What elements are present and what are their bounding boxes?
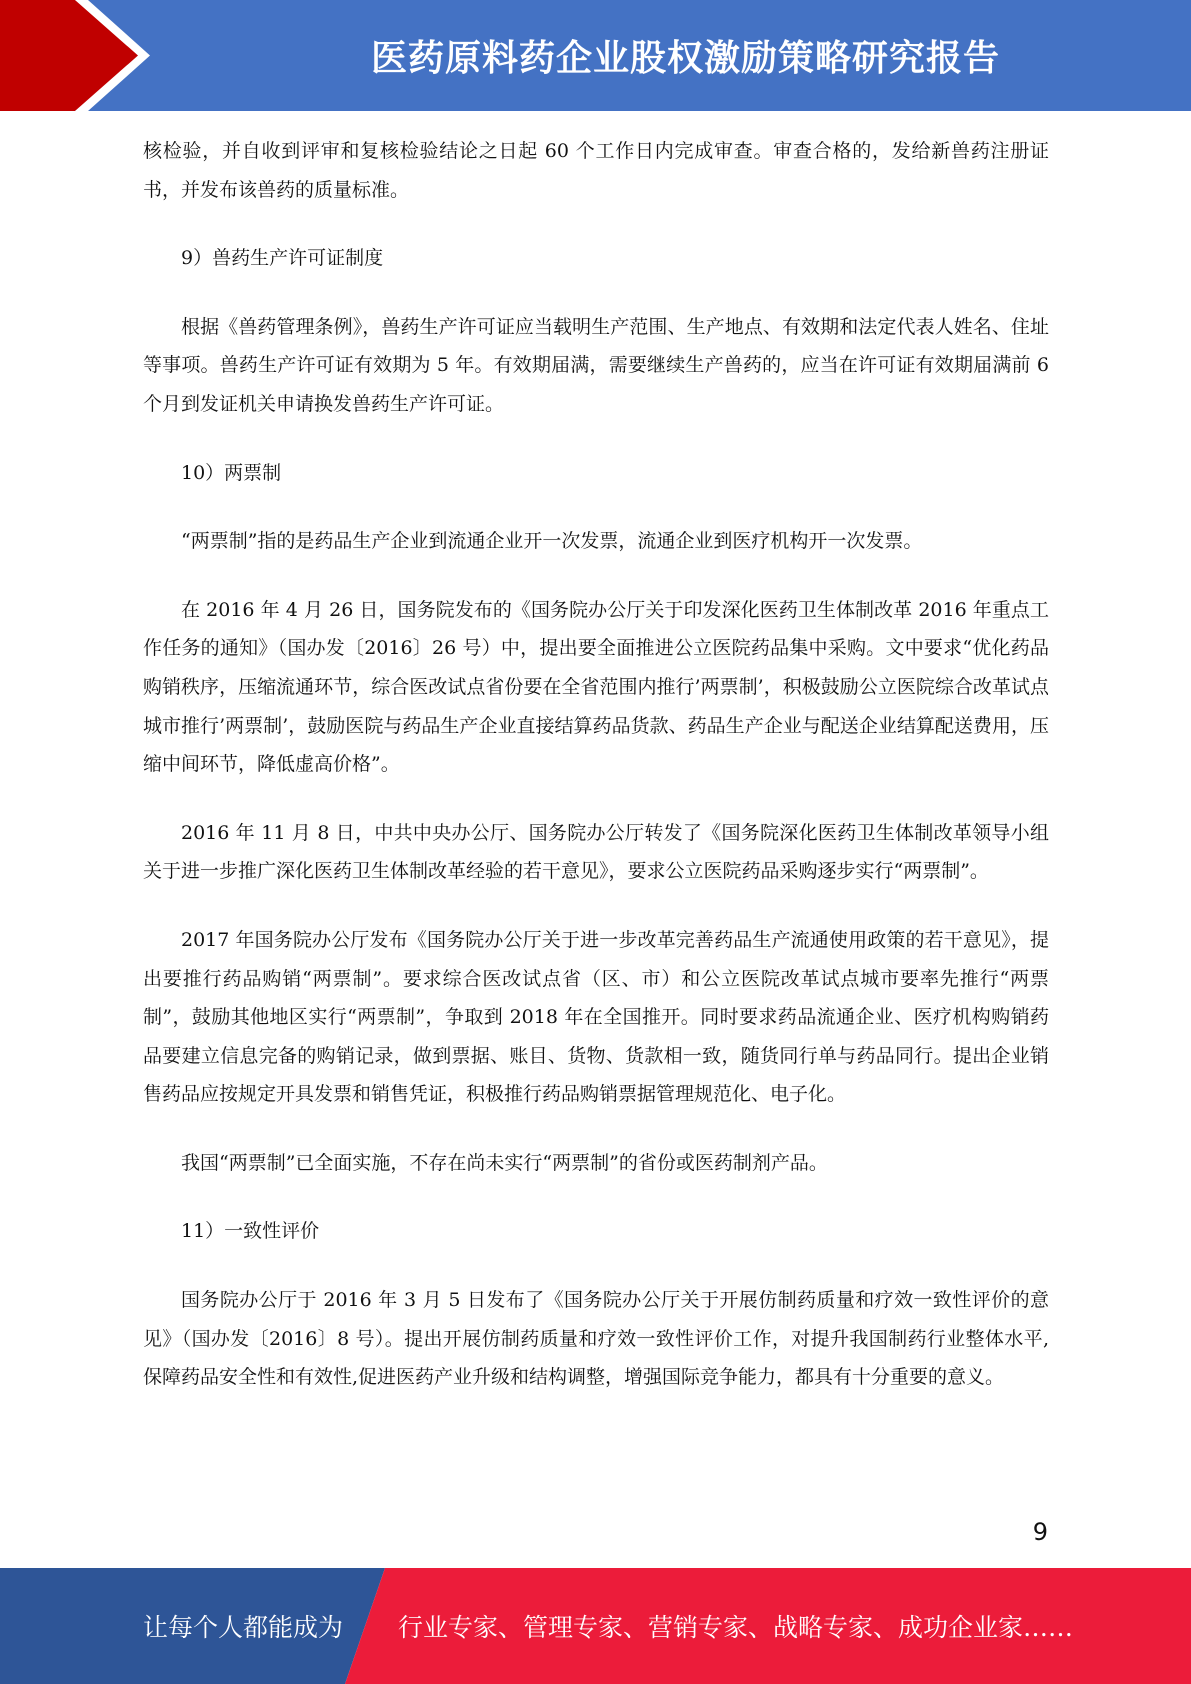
header-arrow-icon [0, 0, 160, 111]
report-title: 医药原料药企业股权激励策略研究报告 [370, 38, 1000, 79]
section-heading-10: 10）两票制 [181, 461, 282, 484]
paragraph-p6: 2017 年国务院办公厅发布《国务院办公厅关于进一步改革完善药品生产流通使用政策的若干意见》，提出要推行药品购销“两票制”。要求综合医改试点省（区、市）和公立医院改革试点城市要率先推行“两票制”，鼓励其他地区实行“两票制”，争取到 2018 年在全国推开。同时要求药品流通企业、医疗机构购销药品要建立信息完备的购销记录，做到票据、账目、货物、货款相一致，随货同行单与药品同行。提出企业销售药品应按规定开具发票和销售凭证，积极推行药品购销票据管理规范化、电子化。 [143, 928, 1049, 1106]
paragraph-p2: 根据《兽药管理条例》，兽药生产许可证应当载明生产范围、生产地点、有效期和法定代表人姓名、住址等事项。兽药生产许可证有效期为 5 年。有效期届满，需要继续生产兽药的，应当在许可证有效期届满前 6 个月到发证机关申请换发兽药生产许可证。 [143, 315, 1049, 415]
document-body [143, 132, 1049, 1397]
paragraph-p7: 我国“两票制”已全面实施，不存在尚未实行“两票制”的省份或医药制剂产品。 [181, 1151, 828, 1174]
section-heading-11: 11）一致性评价 [181, 1220, 320, 1243]
paragraph-p4: 在 2016 年 4 月 26 日，国务院发布的《国务院办公厅关于印发深化医药卫生体制改革 2016 年重点工作任务的通知》（国办发〔2016〕26 号）中，提出要全面推进公立医院药品集中采购。文中要求“优化药品购销秩序，压缩流通环节，综合医改试点省份要在全省范围内推行’两票制’，积极鼓励公立医院综合改革试点城市推行’两票制’，鼓励医院与药品生产企业直接结算药品货款、药品生产企业与配送企业结算配送费用，压缩中间环节，降低虚高价格”。 [143, 598, 1049, 776]
paragraph-p1: 核检验，并自收到评审和复核检验结论之日起 60 个工作日内完成审查。审查合格的，发给新兽药注册证书，并发布该兽药的质量标准。 [143, 140, 1049, 201]
section-heading-9: 9）兽药生产许可证制度 [181, 247, 384, 270]
page-number: 9 [1032, 1518, 1048, 1546]
footer-slogan-right: 行业专家、管理专家、营销专家、战略专家、成功企业家…… [398, 1613, 1074, 1642]
paragraph-p3: “两票制”指的是药品生产企业到流通企业开一次发票，流通企业到医疗机构开一次发票。 [181, 530, 923, 553]
page-footer [0, 1568, 1191, 1684]
paragraph-p8: 国务院办公厅于 2016 年 3 月 5 日发布了《国务院办公厅关于开展仿制药质量和疗效一致性评价的意见》（国办发〔2016〕8 号）。提出开展仿制药质量和疗效一致性评价工作，对提升我国制药行业整体水平,保障药品安全性和有效性,促进医药产业升级和结构调整，增强国际竞争能力，都具有十分重要的意义。 [143, 1289, 1049, 1389]
footer-slogan-left: 让每个人都能成为 [143, 1613, 344, 1642]
page-header [0, 0, 1191, 111]
paragraph-p5: 2016 年 11 月 8 日，中共中央办公厅、国务院办公厅转发了《国务院深化医药卫生体制改革领导小组关于进一步推广深化医药卫生体制改革经验的若干意见》，要求公立医院药品采购逐步实行“两票制”。 [143, 821, 1049, 883]
